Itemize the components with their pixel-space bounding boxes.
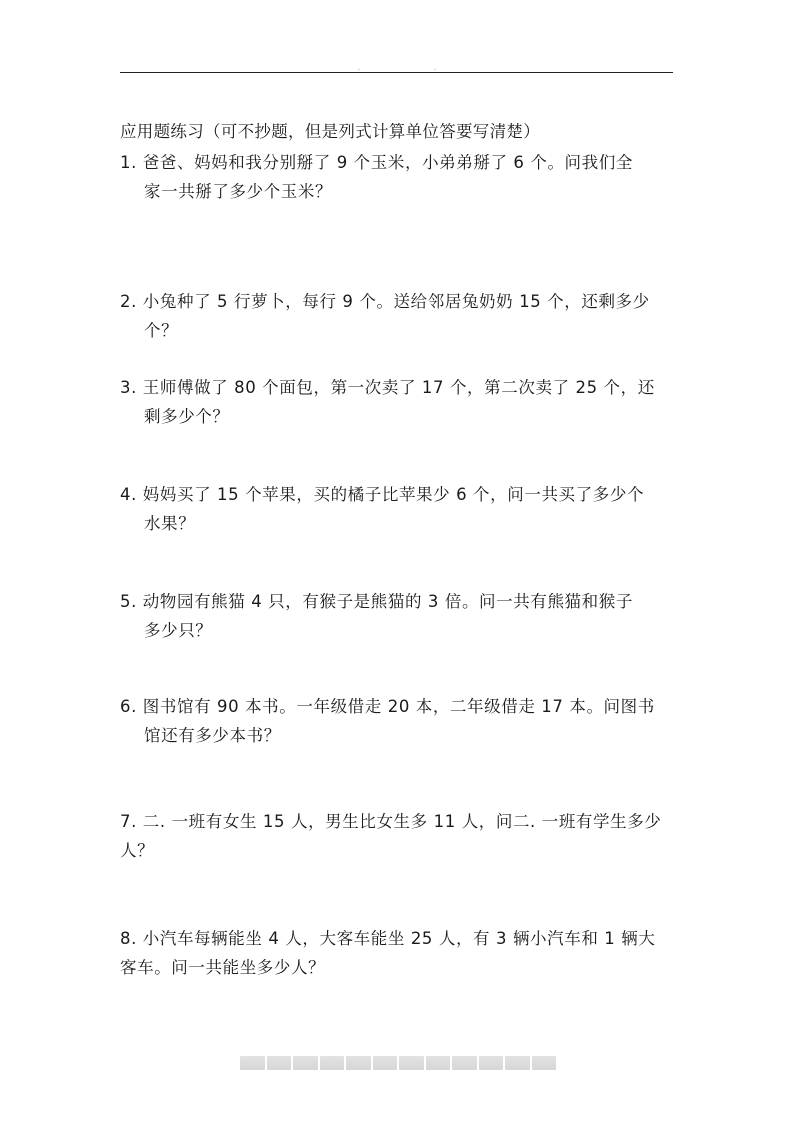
question-6-line-2: 馆还有多少本书？ bbox=[144, 726, 281, 745]
question-5-line-1: 5. 动物园有熊猫 4 只，有猴子是熊猫的 3 倍。问一共有熊猫和猴子 bbox=[120, 592, 633, 611]
worksheet-instructions: 应用题练习（可不抄题，但是列式计算单位答要写清楚） bbox=[120, 122, 540, 141]
question-8-line-1: 8. 小汽车每辆能坐 4 人，大客车能坐 25 人，有 3 辆小汽车和 1 辆大 bbox=[120, 929, 656, 948]
question-5-line-2: 多少只？ bbox=[144, 621, 213, 640]
question-3-line-2: 剩多少个？ bbox=[144, 407, 230, 426]
question-4-line-2: 水果？ bbox=[144, 514, 196, 533]
blurred-footer-watermark bbox=[240, 1056, 556, 1070]
question-7-line-2: 人？ bbox=[120, 841, 155, 860]
question-6-line-1: 6. 图书馆有 90 本书。一年级借走 20 本，二年级借走 17 本。问图书 bbox=[120, 697, 655, 716]
question-1-line-2: 家一共掰了多少个玉米？ bbox=[144, 182, 333, 201]
question-3-line-1: 3. 王师傅做了 80 个面包，第一次卖了 17 个，第二次卖了 25 个，还 bbox=[120, 378, 655, 397]
question-1 bbox=[120, 148, 676, 206]
question-5 bbox=[120, 587, 676, 645]
question-8 bbox=[120, 924, 676, 982]
question-6 bbox=[120, 692, 676, 750]
question-7-line-1: 7. 二. 一班有女生 15 人，男生比女生多 11 人，问二. 一班有学生多少 bbox=[120, 812, 662, 831]
question-2-line-2: 个？ bbox=[144, 321, 179, 340]
question-3 bbox=[120, 373, 676, 431]
header-mark-left: . bbox=[358, 65, 360, 72]
question-2 bbox=[120, 287, 676, 345]
question-4-line-1: 4. 妈妈买了 15 个苹果，买的橘子比苹果少 6 个，问一共买了多少个 bbox=[120, 485, 645, 504]
question-8-line-2: 客车。问一共能坐多少人？ bbox=[120, 958, 326, 977]
question-2-line-1: 2. 小兔种了 5 行萝卜，每行 9 个。送给邻居兔奶奶 15 个，还剩多少 bbox=[120, 292, 650, 311]
question-7 bbox=[120, 807, 676, 865]
question-4 bbox=[120, 480, 676, 538]
question-1-line-1: 1. 爸爸、妈妈和我分别掰了 9 个玉米，小弟弟掰了 6 个。问我们全 bbox=[120, 153, 633, 172]
header-mark-right: . bbox=[434, 65, 436, 72]
header-rule bbox=[120, 72, 673, 73]
